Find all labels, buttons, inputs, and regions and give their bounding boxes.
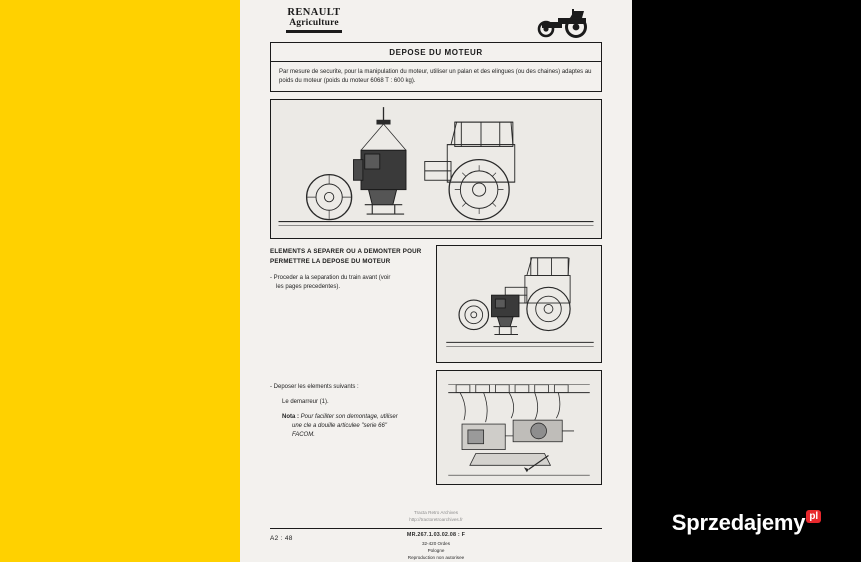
brand-name: RENAULT xyxy=(287,7,341,18)
sub-item-starter: Le demarreur (1). xyxy=(282,399,329,406)
nota-line-2: une cle a douille articulee "serie 66" xyxy=(292,423,387,430)
tractor-front-axle-split-illustration xyxy=(437,246,601,362)
footer-line-2: 32-420 Ordes xyxy=(421,540,451,546)
archive-credit xyxy=(250,510,622,524)
nota-line-3: FACOM. xyxy=(292,432,315,439)
section-heading: ELEMENTS A SEPARER OU A DEMONTER POUR PERMETTRE LA DEPOSE DU MOTEUR xyxy=(270,248,422,265)
safety-note-box xyxy=(270,62,602,92)
nota-line-1: Pour faciliter son demontage, utiliser xyxy=(300,414,398,421)
engine-detail-illustration xyxy=(437,371,601,484)
document-page xyxy=(240,0,632,562)
instructions-column xyxy=(270,245,430,485)
bullet-1-line-2: les pages precedentes). xyxy=(276,283,341,290)
page-number: A2 : 48 xyxy=(270,535,293,542)
illustrations-column xyxy=(436,245,602,485)
watermark-text: Sprzedajemy xyxy=(671,510,806,535)
nota-block xyxy=(282,413,430,440)
watermark-tld-badge: pl xyxy=(806,510,821,523)
footer-reference-block xyxy=(407,531,465,562)
right-black-panel xyxy=(632,0,861,562)
brand-underline xyxy=(286,30,342,33)
left-yellow-band xyxy=(0,0,240,562)
main-illustration xyxy=(270,99,602,239)
page-title: DEPOSE DU MOTEUR xyxy=(389,47,483,57)
bullet-1-line-1: - Proceder a la separation du train avant (voir xyxy=(270,274,391,281)
tractor-icon xyxy=(528,6,600,38)
bullet-item-1 xyxy=(270,274,430,291)
credit-line-2: http://tractoretroarchives.fr xyxy=(409,517,463,523)
page-title-box xyxy=(270,42,602,62)
sub-illustration-b xyxy=(436,370,602,485)
lower-section xyxy=(270,245,602,485)
document-footer xyxy=(270,530,602,561)
bullet-item-2 xyxy=(270,383,430,392)
site-watermark xyxy=(632,510,861,536)
tractor-engine-hoist-illustration xyxy=(271,100,601,238)
nota-label: Nota : xyxy=(282,414,299,421)
footer-line-4: Reproduction non autorisee xyxy=(407,555,465,561)
credit-line-1: Tracta Retro Archives xyxy=(414,510,458,516)
renault-agriculture-logo xyxy=(286,8,342,33)
footer-reference: MR.267.1.03.02.08 : F xyxy=(406,532,466,538)
document-header xyxy=(250,6,622,40)
bullet-2-text: - Deposer les elements suivants : xyxy=(270,384,359,391)
brand-division: Agriculture xyxy=(289,17,339,28)
footer-divider xyxy=(270,528,602,529)
safety-note-text: Par mesure de securite, pour la manipulation du moteur, utiliser un palan et des elingues (ou des chaines) adaptes au poids du moteur (poids du moteur 6068 T : 600 kg). xyxy=(279,69,592,84)
sub-illustration-a xyxy=(436,245,602,363)
footer-line-3: Pologne xyxy=(427,547,445,553)
